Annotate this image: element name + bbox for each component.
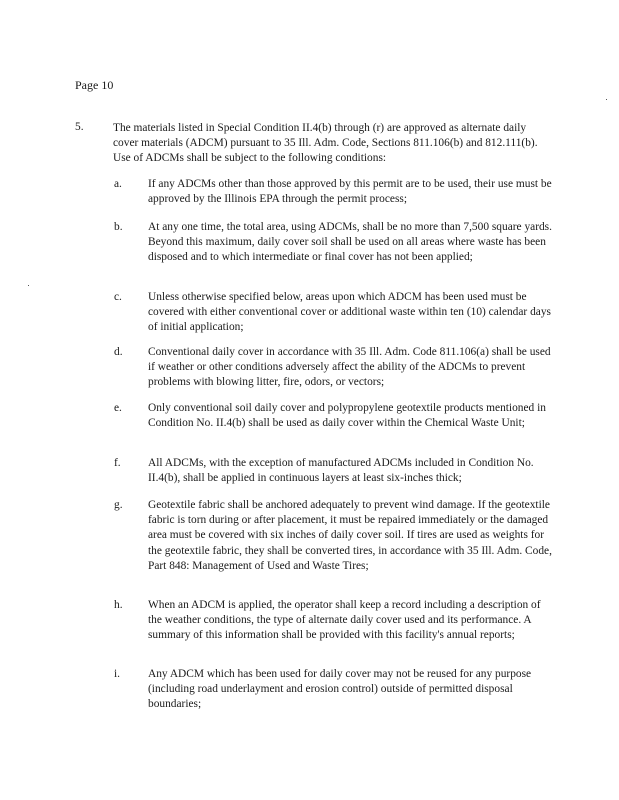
item-e-letter: e. <box>114 402 122 414</box>
item-d-letter: d. <box>114 346 123 358</box>
item-h-text: When an ADCM is applied, the operator shall keep a record including a description of the weather conditions, the type of alternate daily cover used and its performance. A summary of this information shall be provided with this facility's annual reports; <box>148 599 541 642</box>
item-h-letter: h. <box>114 599 123 611</box>
item-f-letter: f. <box>114 457 121 469</box>
scan-speck <box>606 99 607 100</box>
condition-number: 5. <box>75 121 84 133</box>
item-c-letter: c. <box>114 291 122 303</box>
page-label: Page 10 <box>75 78 114 92</box>
item-f-text: All ADCMs, with the exception of manufactured ADCMs included in Condition No. II.4(b), shall be applied in continuous layers at least six-inches thick; <box>148 457 534 485</box>
item-a-letter: a. <box>114 178 122 190</box>
item-b-text: At any one time, the total area, using ADCMs, shall be no more than 7,500 square yards. Beyond this maximum, daily cover soil shall be used on all areas where waste has been disposed and to which intermediate or final cover has not been applied; <box>148 221 552 264</box>
item-c-text: Unless otherwise specified below, areas upon which ADCM has been used must be covered with either conventional cover or additional waste within ten (10) calendar days of initial application; <box>148 291 551 334</box>
item-g-letter: g. <box>114 499 123 511</box>
item-g-text: Geotextile fabric shall be anchored adequately to prevent wind damage. If the geotextile fabric is torn during or after placement, it must be repaired immediately or the damaged area must be covered with six inches of daily cover soil. If tires are used as weights for the geotextile fabric, they shall be converted tires, in accordance with 35 Ill. Adm. Code, Part 848: Management of Used and Waste Tires; <box>148 499 552 572</box>
item-i-letter: i. <box>114 668 121 680</box>
item-e-text: Only conventional soil daily cover and polypropylene geotextile products mentioned in Condition No. II.4(b) shall be used as daily cover within the Chemical Waste Unit; <box>148 402 546 430</box>
item-d-text: Conventional daily cover in accordance with 35 Ill. Adm. Code 811.106(a) shall be used if weather or other conditions adversely affect the ability of the ADCMs to prevent problems with blowing litter, fire, odors, or vectors; <box>148 346 551 389</box>
item-i-text: Any ADCM which has been used for daily cover may not be reused for any purpose (including road underlayment and erosion control) outside of permitted disposal boundaries; <box>148 668 532 711</box>
item-b-letter: b. <box>114 221 123 233</box>
condition-intro: The materials listed in Special Condition II.4(b) through (r) are approved as alternate daily cover materials (ADCM) pursuant to 35 Ill. Adm. Code, Sections 811.106(b) and 812.111(b). Use of ADCMs shall be subject to the following conditions: <box>113 122 538 165</box>
scan-speck <box>28 285 29 286</box>
item-a-text: If any ADCMs other than those approved by this permit are to be used, their use must be approved by the Illinois EPA through the permit process; <box>148 178 552 206</box>
